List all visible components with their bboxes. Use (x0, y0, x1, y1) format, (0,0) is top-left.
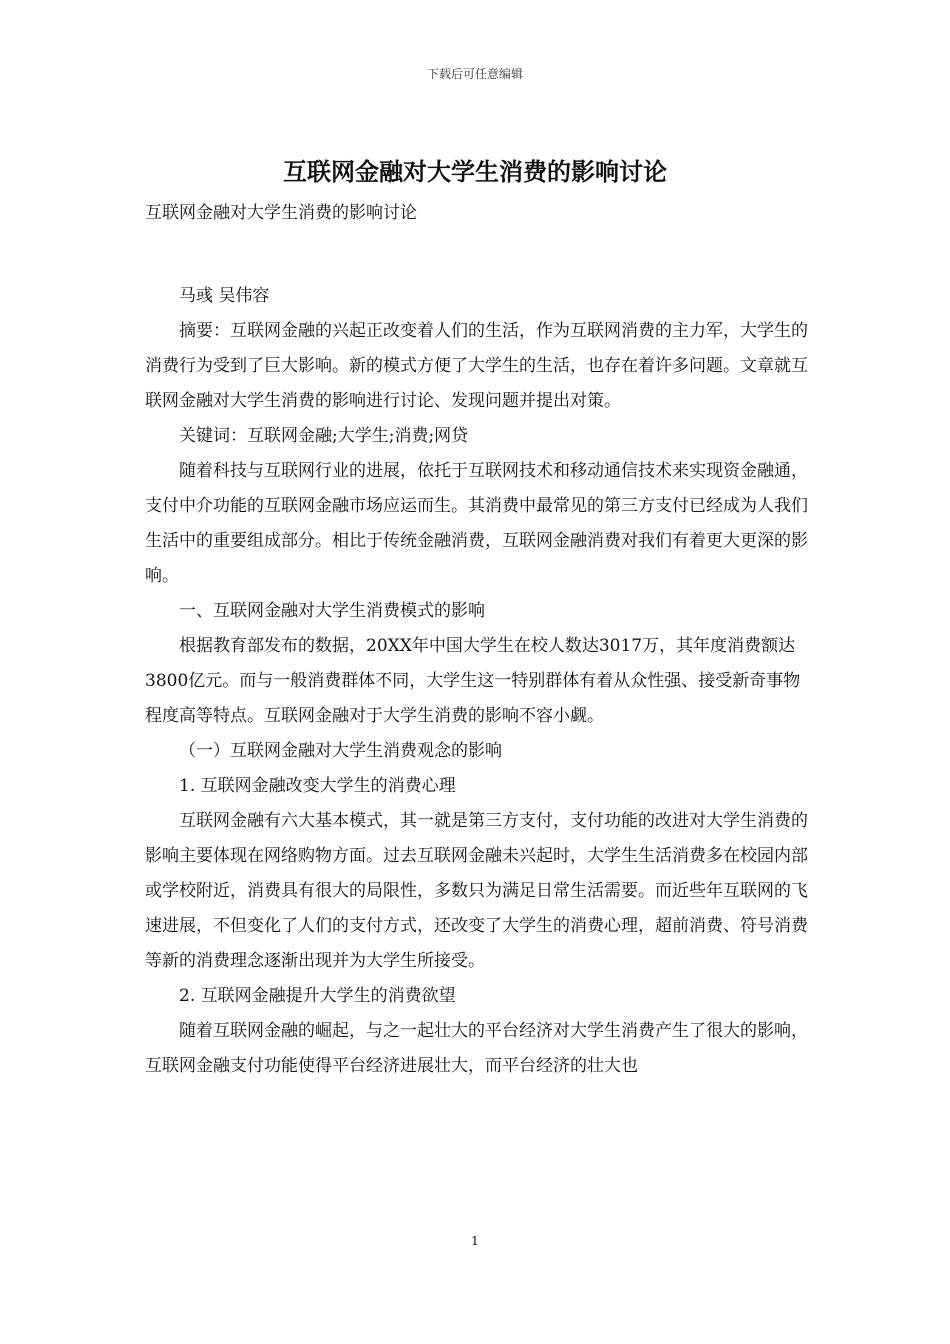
section-heading-1: 一、互联网金融对大学生消费模式的影响 (179, 601, 485, 621)
point-1-paragraph: 互联网金融有六大基本模式，其一就是第三方支付，支付功能的改进对大学生消费的影响主要体现在网络购物方面。过去互联网金融未兴起时，大学生生活消费多在校园内部或学校附近，消费具有很大的局限性，多数只为满足日常生活需要。而近些年互联网的飞速进展，不但变化了人们的支付方式，还改变了大学生的消费心理，超前消费、符号消费等新的消费理念逐渐出现并为大学生所接受。 (145, 811, 808, 971)
point-2-paragraph: 随着互联网金融的崛起，与之一起壮大的平台经济对大学生消费产生了很大的影响，互联网金融支付功能使得平台经济进展壮大，而平台经济的壮大也 (145, 1021, 808, 1076)
document-subtitle: 互联网金融对大学生消费的影响讨论 (145, 203, 417, 223)
document-body (145, 196, 809, 1084)
section-1-paragraph: 根据教育部发布的数据，20XX年中国大学生在校人数达3017万，其年度消费额达3800亿元。而与一般消费群体不同，大学生这一特别群体有着从众性强、接受新奇事物程度高等特点。互联网金融对于大学生消费的影响不容小觑。 (145, 636, 801, 726)
abstract-paragraph: 摘要：互联网金融的兴起正改变着人们的生活，作为互联网消费的主力军，大学生的消费行为受到了巨大影响。新的模式方便了大学生的生活，也存在着许多问题。文章就互联网金融对大学生消费的影响进行讨论、发现问题并提出对策。 (145, 321, 808, 411)
page-number: 1 (471, 1234, 479, 1248)
subsection-heading-1: （一）互联网金融对大学生消费观念的影响 (179, 741, 502, 761)
authors: 马彧 吴伟容 (179, 286, 270, 306)
point-heading-2: 2. 互联网金融提升大学生的消费欲望 (179, 986, 456, 1006)
keywords-paragraph: 关键词：互联网金融;大学生;消费;网贷 (179, 426, 469, 446)
point-heading-1: 1. 互联网金融改变大学生的消费心理 (179, 776, 456, 796)
intro-paragraph: 随着科技与互联网行业的进展，依托于互联网技术和移动通信技术来实现资金融通，支付中介功能的互联网金融市场应运而生。其消费中最常见的第三方支付已经成为人我们生活中的重要组成部分。相比于传统金融消费，互联网金融消费对我们有着更大更深的影响。 (145, 461, 808, 586)
document-title: 互联网金融对大学生消费的影响讨论 (283, 157, 667, 186)
page-header-note: 下载后可任意编辑 (426, 67, 523, 81)
